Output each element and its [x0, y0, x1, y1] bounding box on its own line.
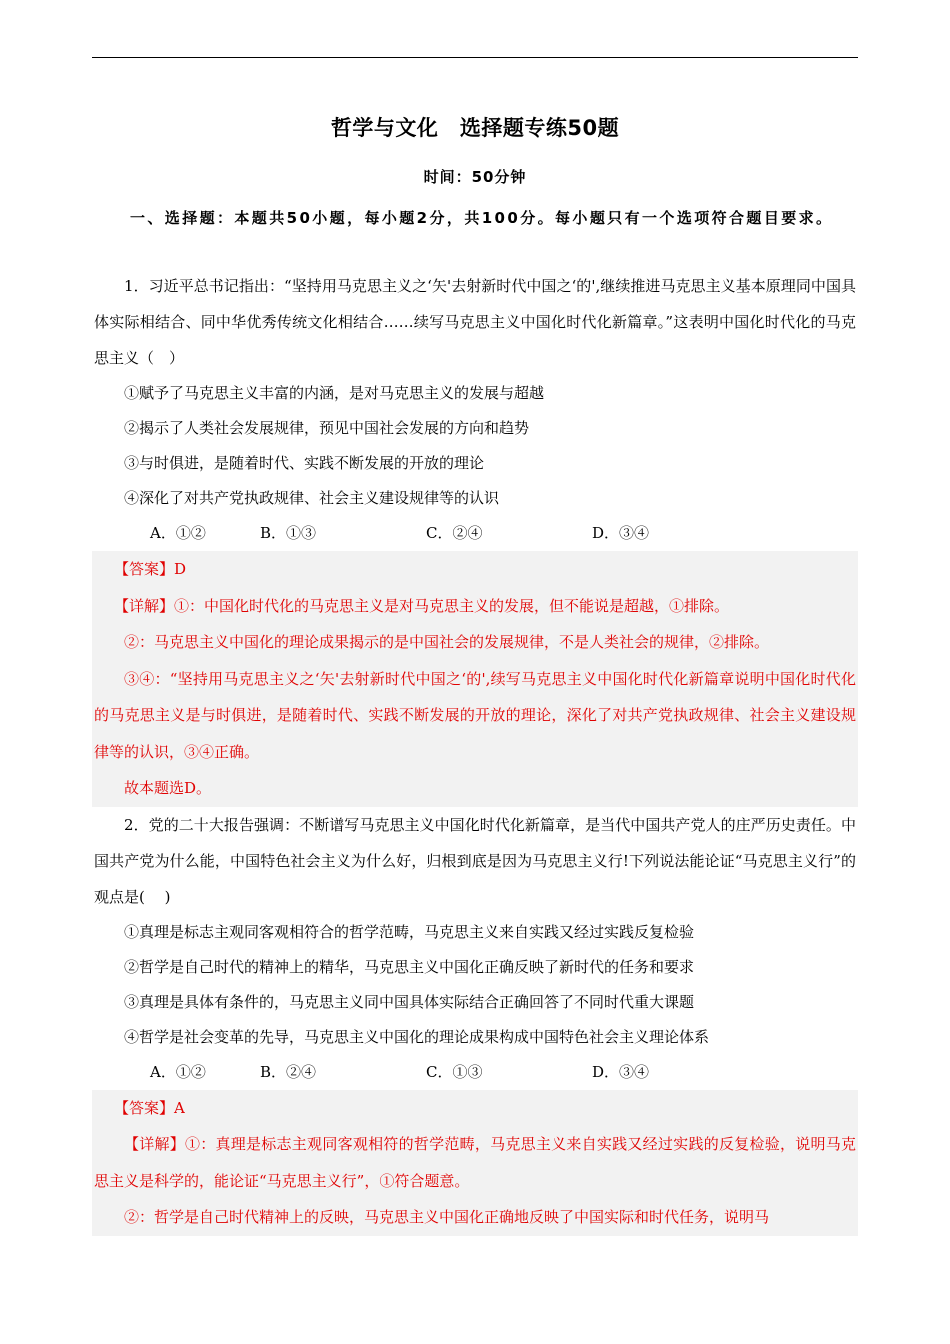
page-title: 哲学与文化 选择题专练50题 [330, 116, 620, 140]
choice-b[interactable]: B．①③ [260, 524, 317, 542]
option-item: ①真理是标志主观同客观相符合的哲学范畴，马克思主义来自实践又经过实践反复检验 [124, 922, 695, 941]
choice-d[interactable]: D．③④ [592, 1062, 650, 1081]
question-1 [94, 268, 856, 807]
answer-choices [94, 516, 856, 551]
option-item: ③真理是具体有条件的，马克思主义同中国具体实际结合正确回答了不同时代重大课题 [124, 992, 695, 1011]
question-stem: 2．党的二十大报告强调：不断谱写马克思主义中国化时代化新篇章，是当代中国共产党人的庄严历史责任。中国共产党为什么能，中国特色社会主义为什么好，归根到底是因为马克思主义行!下列说法能论证“马克思主义行”的观点是( ) [94, 815, 856, 906]
choice-c[interactable]: C．①③ [426, 1062, 483, 1081]
choice-c[interactable]: C．②④ [426, 524, 483, 542]
answer-key: 【答案】D [114, 560, 187, 578]
option-item: ②揭示了人类社会发展规律，预见中国社会发展的方向和趋势 [124, 419, 530, 437]
section-heading: 一、选择题：本题共50小题，每小题2分，共100分。每小题只有一个选项符合题目要求。 [130, 209, 834, 227]
detail-line: 【详解】①：真理是标志主观同客观相符的哲学范畴，马克思主义来自实践又经过实践的反复检验，说明马克思主义是科学的，能论证“马克思主义行”，①符合题意。 [94, 1135, 856, 1190]
detail-line: 故本题选D。 [124, 779, 212, 797]
detail-line: ③④：“坚持用马克思主义之‘矢'去射新时代中国之‘的',续写马克思主义中国化时代化新篇章说明中国化时代化的马克思主义是与时俱进，是随着时代、实践不断发展的开放的理论，深化了对共产党执政规律、社会主义建设规律等的认识，③④正确。 [94, 669, 856, 761]
time-limit: 时间：50分钟 [423, 168, 527, 186]
question-list [94, 268, 856, 1236]
option-item: ④深化了对共产党执政规律、社会主义建设规律等的认识 [124, 489, 500, 507]
detail-line: 【详解】①：中国化时代化的马克思主义是对马克思主义的发展，但不能说是超越，①排除。 [114, 596, 730, 615]
choice-d[interactable]: D．③④ [592, 524, 650, 542]
detail-line: ②：马克思主义中国化的理论成果揭示的是中国社会的发展规律，不是人类社会的规律，②排除。 [124, 633, 770, 651]
header-rule [92, 57, 858, 58]
detail-line: ②：哲学是自己时代精神上的反映，马克思主义中国化正确地反映了中国实际和时代任务，说明马 [124, 1208, 770, 1226]
question-stem: 1．习近平总书记指出：“坚持用马克思主义之‘矢'去射新时代中国之‘的',继续推进马克思主义基本原理同中国具体实际相结合、同中华优秀传统文化相结合……续写马克思主义中国化时代化新篇章。”这表明中国化时代化的马克思主义（ ） [94, 277, 856, 367]
choice-a[interactable]: A．①② [150, 1062, 206, 1081]
option-item: ②哲学是自己时代的精神上的精华，马克思主义中国化正确反映了新时代的任务和要求 [124, 957, 695, 976]
answer-explanation [92, 551, 858, 807]
option-item: ④哲学是社会变革的先导，马克思主义中国化的理论成果构成中国特色社会主义理论体系 [124, 1027, 710, 1046]
answer-explanation [92, 1090, 858, 1236]
answer-key: 【答案】A [114, 1098, 185, 1117]
question-2 [94, 807, 856, 1236]
option-item: ①赋予了马克思主义丰富的内涵，是对马克思主义的发展与超越 [124, 384, 545, 402]
answer-choices [94, 1055, 856, 1090]
option-item: ③与时俱进，是随着时代、实践不断发展的开放的理论 [124, 454, 485, 472]
choice-b[interactable]: B．②④ [260, 1062, 317, 1081]
choice-a[interactable]: A．①② [150, 524, 206, 542]
